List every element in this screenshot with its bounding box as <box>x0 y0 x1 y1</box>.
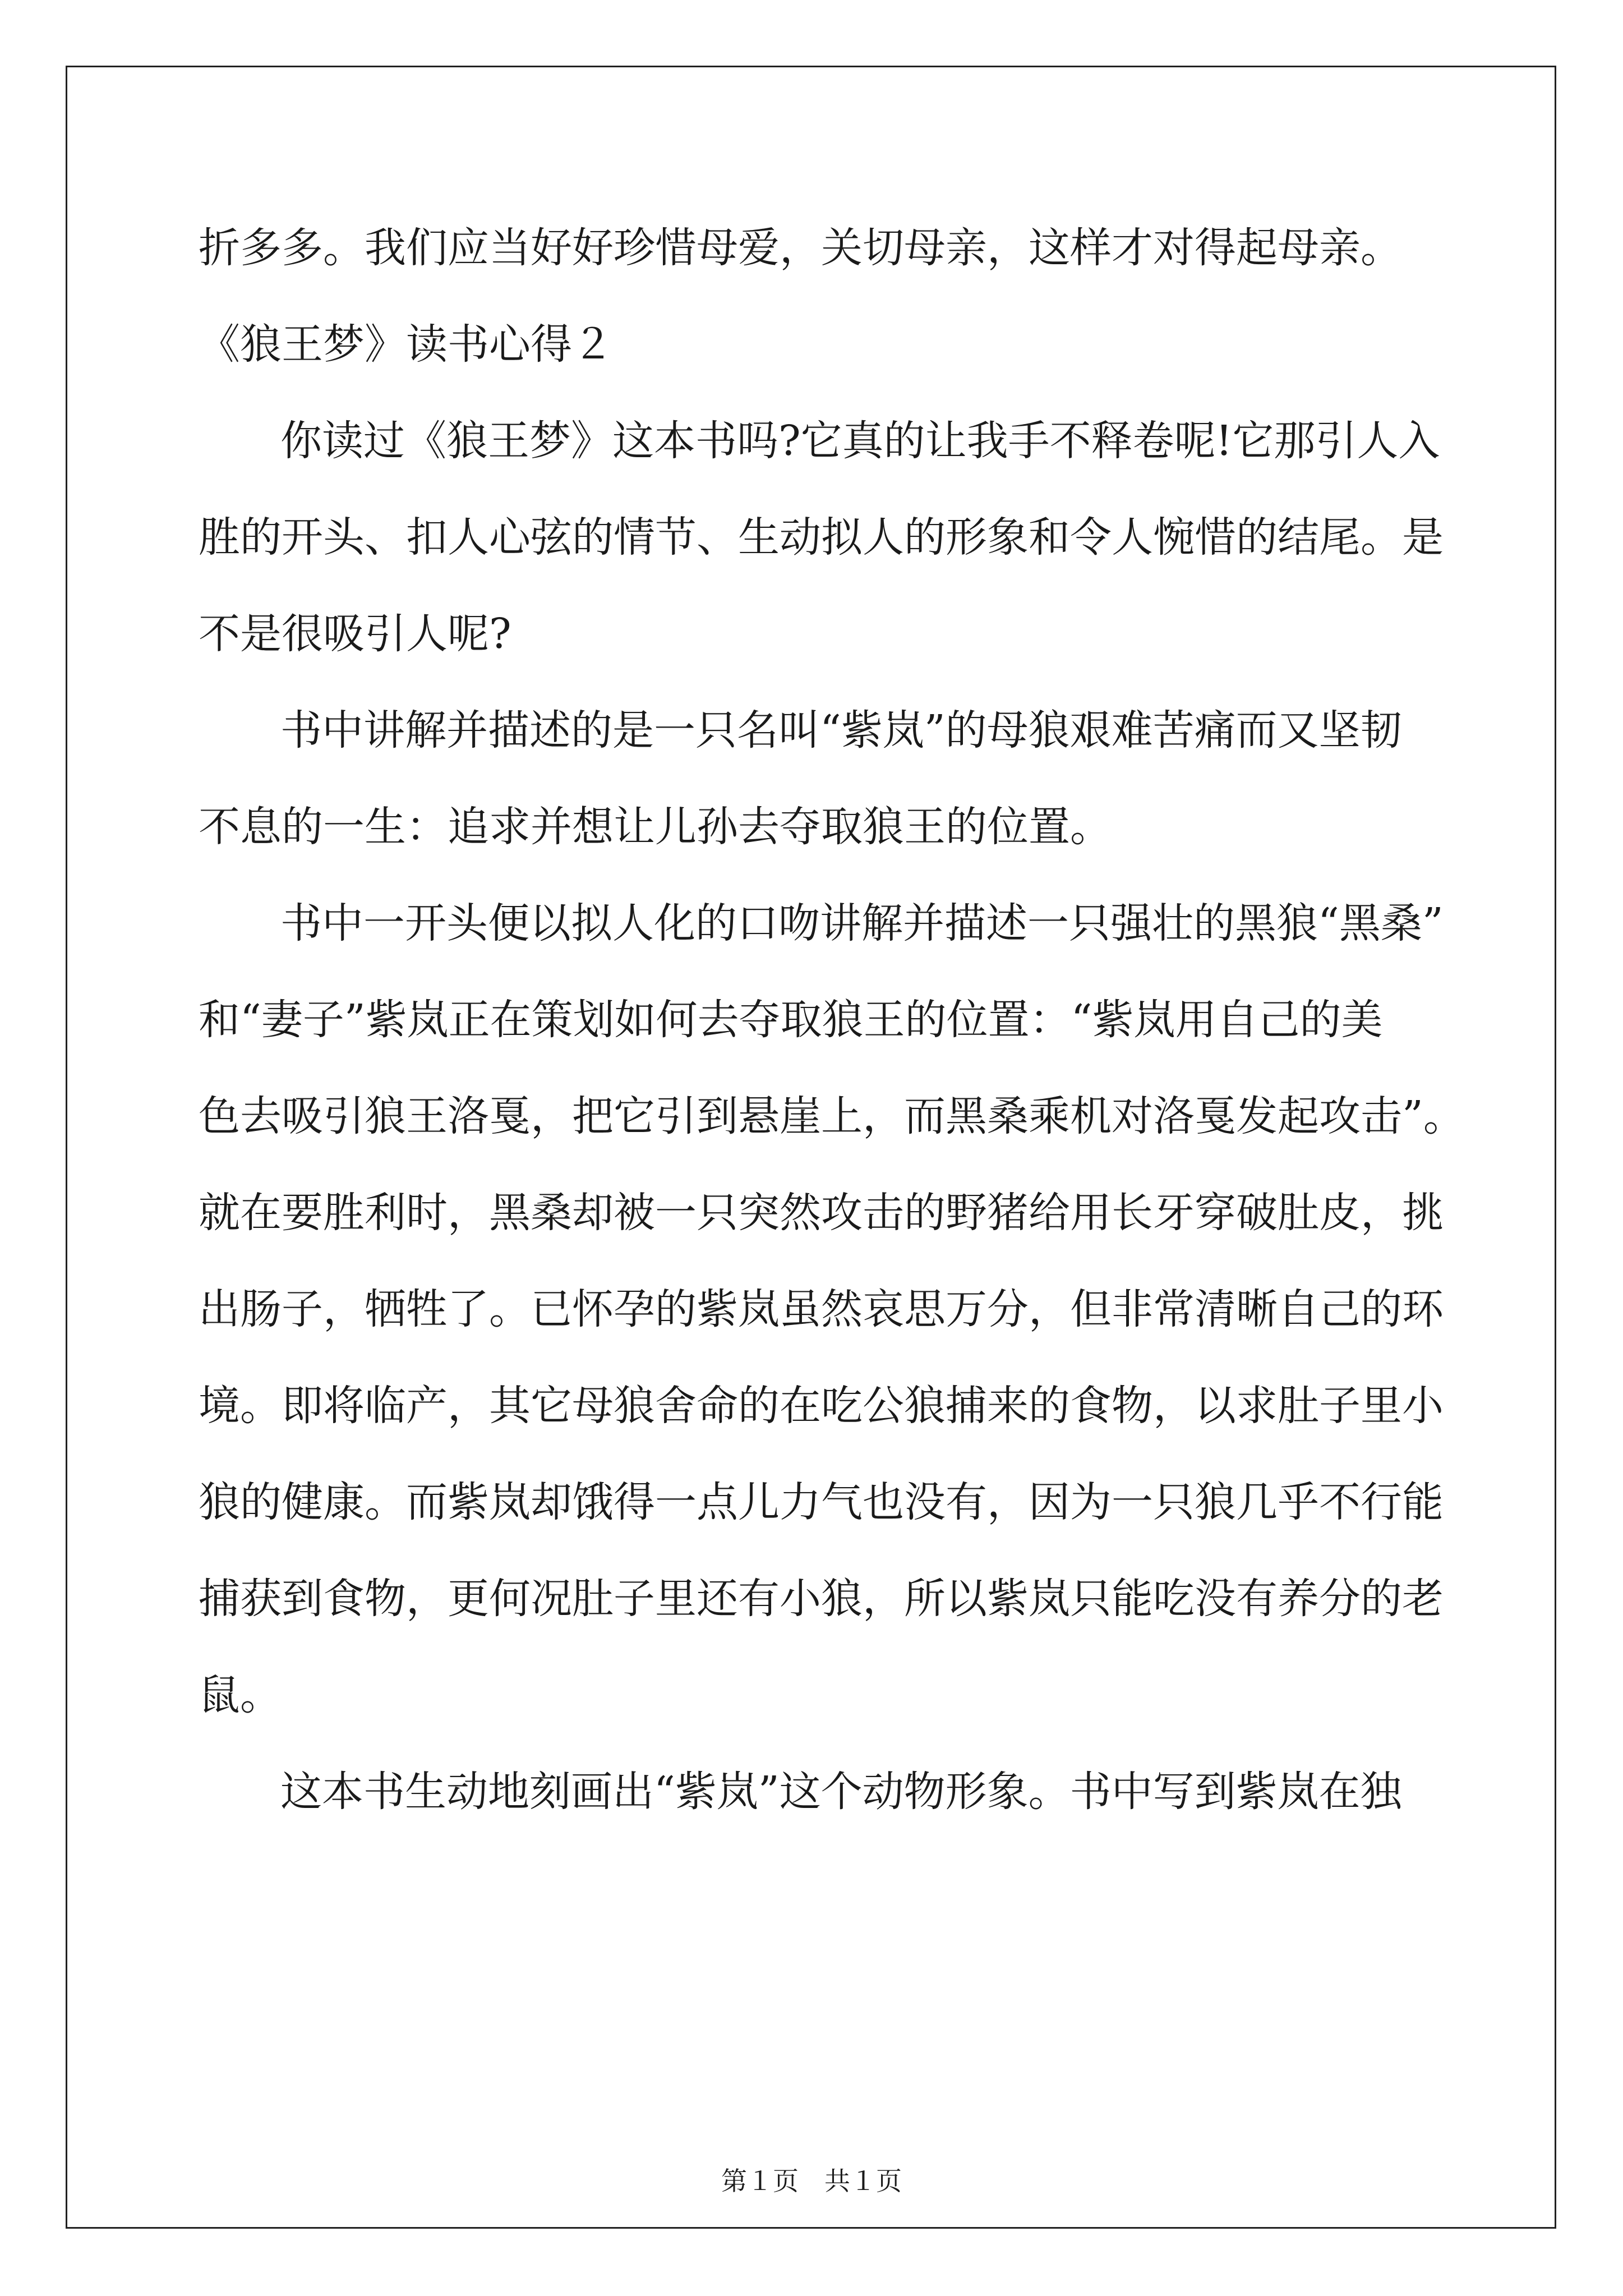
paragraph-first-line: 书中一开头便以拟人化的口吻讲解并描述一只强壮的黑狼“黑桑” <box>280 899 1444 947</box>
paragraph-first-line: 书中讲解并描述的是一只名叫“紫岚”的母狼艰难苦痛而又坚韧 <box>280 706 1402 754</box>
text-line: 不是很吸引人呢? <box>199 610 511 658</box>
paragraph-first-line: 你读过《狼王梦》这本书吗?它真的让我手不释卷呢!它那引人入 <box>280 417 1440 465</box>
text-line: 狼的健康。而紫岚却饿得一点儿力气也没有，因为一只狼几乎不行能 <box>199 1478 1444 1526</box>
text-line: 不息的一生：追求并想让儿孙去夺取狼王的位置。 <box>199 803 1112 851</box>
text-line: 捕获到食物，更何况肚子里还有小狼，所以紫岚只能吃没有养分的老 <box>199 1575 1444 1623</box>
text-line: 鼠。 <box>199 1671 282 1719</box>
text-line: 境。即将临产，其它母狼舍命的在吃公狼捕来的食物，以求肚子里小 <box>199 1382 1444 1430</box>
text-line: 胜的开头、扣人心弦的情节、生动拟人的形象和令人惋惜的结尾。是 <box>199 513 1444 562</box>
document-body <box>199 200 1465 1840</box>
text-line: 出肠子，牺牲了。已怀孕的紫岚虽然哀思万分，但非常清晰自己的环 <box>199 1285 1444 1333</box>
page-footer: 第１页 共１页 <box>721 2166 902 2196</box>
section-heading: 《狼王梦》读书心得２ <box>199 320 614 369</box>
text-line: 色去吸引狼王洛戛，把它引到悬崖上，而黑桑乘机对洛戛发起攻击”。 <box>199 1092 1465 1140</box>
text-line: 和“妻子”紫岚正在策划如何去夺取狼王的位置：“紫岚用自己的美 <box>199 996 1383 1044</box>
text-line: 就在要胜利时，黑桑却被一只突然攻击的野猪给用长牙穿破肚皮，挑 <box>199 1189 1444 1237</box>
text-line: 折多多。我们应当好好珍惜母爱，关切母亲，这样才对得起母亲。 <box>199 224 1402 272</box>
paragraph-first-line: 这本书生动地刻画出“紫岚”这个动物形象。书中写到紫岚在独 <box>280 1768 1402 1816</box>
